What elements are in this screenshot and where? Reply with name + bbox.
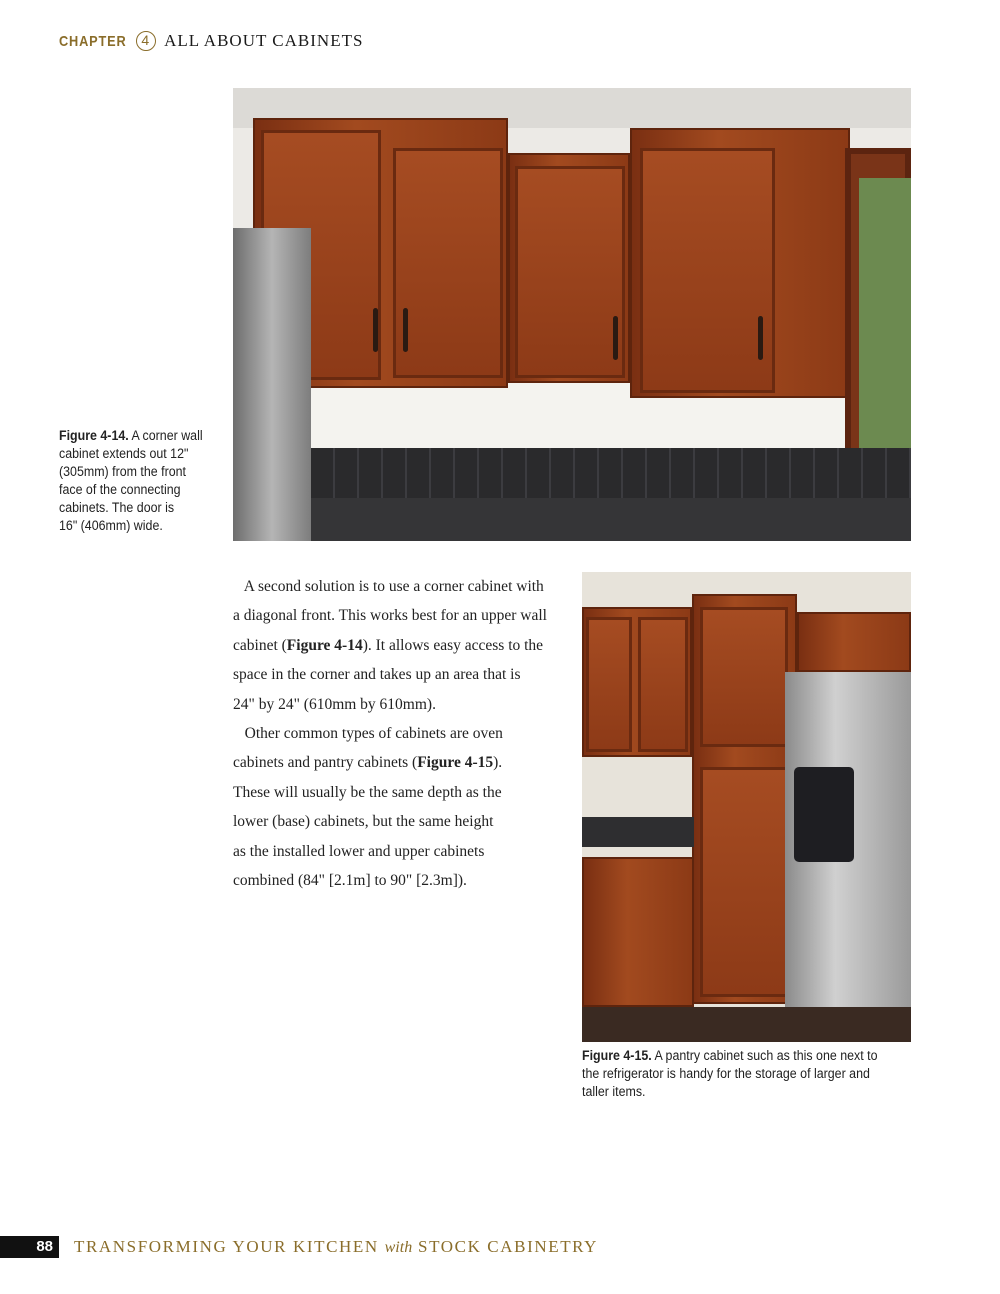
caption-line: cabinet extends out 12" — [59, 446, 189, 461]
body-line: Other common types of cabinets are oven — [233, 725, 503, 743]
figure-4-14-photo — [233, 88, 911, 541]
caption-line: (305mm) from the front — [59, 464, 187, 479]
chapter-title: ALL ABOUT CABINETS — [164, 31, 364, 50]
body-line: These will usually be the same depth as the — [233, 783, 502, 801]
body-line: 24" by 24" (610mm by 610mm). — [233, 695, 436, 713]
caption-line: cabinets. The door is — [59, 500, 175, 515]
body-line: as the installed lower and upper cabinets — [233, 842, 485, 860]
book-title — [74, 1237, 598, 1257]
chapter-label: CHAPTER — [59, 33, 127, 50]
body-line: combined (84" [2.1m] to 90" [2.3m]). — [233, 872, 467, 890]
caption-line: A pantry cabinet such as this one next to — [651, 1048, 878, 1063]
figure-label: Figure 4-14. — [59, 428, 129, 443]
figure-4-14-caption — [59, 427, 215, 535]
caption-line: taller items. — [582, 1084, 646, 1099]
body-text — [233, 572, 573, 895]
body-line: lower (base) cabinets, but the same height — [233, 813, 494, 831]
figure-label: Figure 4-15. — [582, 1048, 652, 1063]
chapter-number-badge: 4 — [136, 31, 156, 51]
body-line: cabinets and pantry cabinets (Figure 4-15). — [233, 754, 503, 772]
caption-line: A corner wall — [128, 428, 203, 443]
body-line: a diagonal front. This works best for an upper wall — [233, 607, 547, 625]
page-number: 88 — [0, 1236, 59, 1258]
caption-line: 16" (406mm) wide. — [59, 518, 163, 533]
caption-line: face of the connecting — [59, 482, 181, 497]
figure-reference: Figure 4-15 — [417, 754, 494, 772]
figure-4-15-caption — [582, 1047, 904, 1101]
body-line: space in the corner and takes up an area that is — [233, 666, 521, 684]
book-title-with: with — [384, 1239, 413, 1256]
figure-reference: Figure 4-14 — [286, 636, 363, 654]
caption-line: the refrigerator is handy for the storage of larger and — [582, 1066, 870, 1081]
body-line: A second solution is to use a corner cabinet with — [233, 578, 544, 595]
book-title-part: STOCK CABINETRY — [412, 1237, 599, 1256]
body-line: cabinet (Figure 4-14). It allows easy access to the — [233, 636, 544, 654]
book-title-part: TRANSFORMING YOUR KITCHEN — [74, 1237, 385, 1256]
figure-4-15-photo — [582, 572, 911, 1042]
running-header — [59, 31, 363, 51]
